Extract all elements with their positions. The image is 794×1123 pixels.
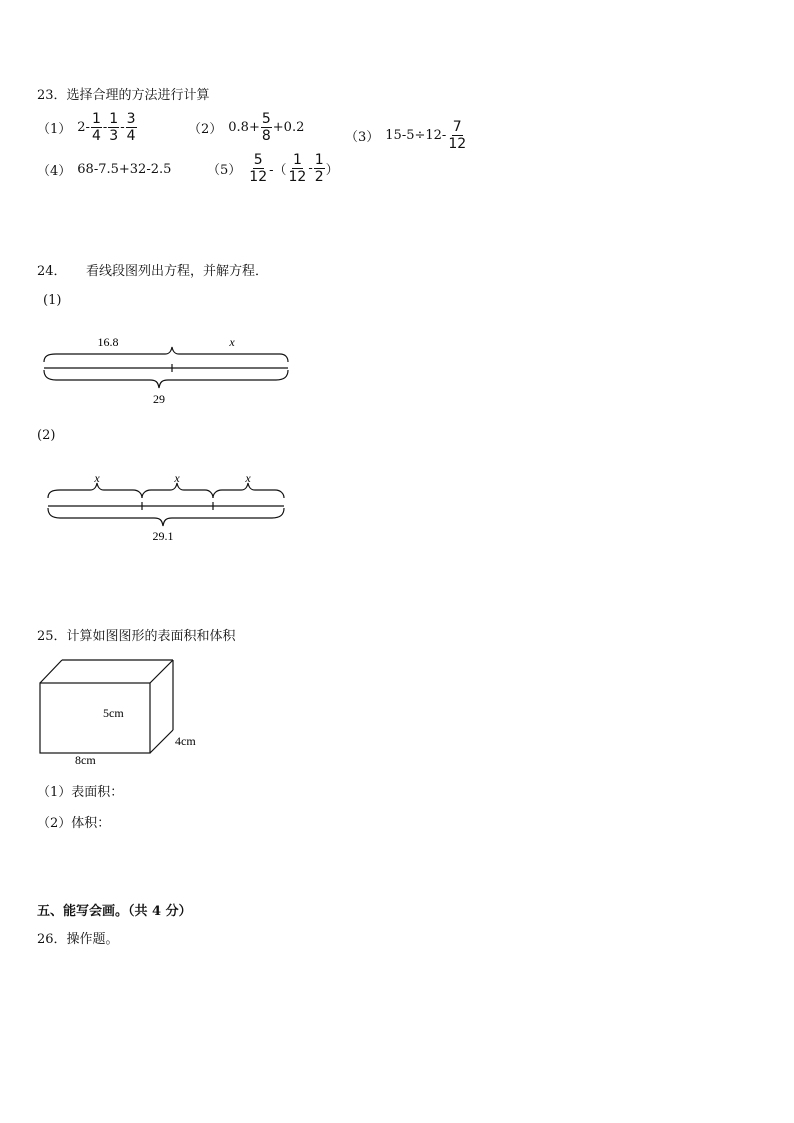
expression-text: 0.8+: [228, 120, 260, 135]
q26-title: 26．操作题。: [37, 932, 119, 947]
label-x-3: x: [245, 471, 251, 485]
fraction: $\frac{1}{3}$: [109, 111, 119, 144]
bottom-brace: [48, 508, 284, 526]
q23-item-5: [207, 153, 339, 184]
expression-text: 2-: [77, 120, 90, 135]
fraction: $\frac{1}{12}$: [288, 152, 307, 185]
q23-title: 23．选择合理的方法进行计算: [37, 88, 210, 103]
depth-label: 4cm: [175, 734, 196, 748]
item-label: （5）: [207, 163, 242, 178]
label-x-2: x: [174, 471, 180, 485]
cuboid-edge-top-left: [40, 660, 62, 683]
height-label: 5cm: [103, 706, 124, 720]
expression-text: 68-7.5+32-2.5: [77, 162, 172, 177]
fraction: $\frac{1}{4}$: [91, 111, 101, 144]
fraction: $\frac{5}{8}$: [261, 111, 271, 144]
fraction: $\frac{7}{12}$: [448, 119, 467, 152]
fraction: $\frac{5}{12}$: [249, 152, 268, 185]
expression-text: -: [308, 161, 313, 176]
label-16-8: 16.8: [97, 335, 119, 349]
fraction: $\frac{3}{4}$: [126, 111, 136, 144]
item-label: （3）: [345, 130, 380, 145]
label-29-1: 29.1: [152, 529, 174, 543]
q23-item-2: [188, 112, 304, 143]
section-5-title: 五、能写会画。（共 4 分）: [37, 904, 192, 919]
length-label: 8cm: [75, 753, 96, 767]
segment-diagram-2: [38, 468, 298, 546]
cuboid-edge-top-right: [150, 660, 173, 683]
fraction: $\frac{1}{2}$: [314, 152, 324, 185]
cuboid-edge-bottom-right: [150, 730, 173, 753]
expression-text: -: [120, 120, 125, 135]
label-x: x: [229, 335, 235, 349]
expression-text: ）: [325, 163, 339, 178]
q24-part1-label: (1): [43, 293, 62, 308]
expression-text: +0.2: [272, 120, 305, 135]
top-brace-left-right: [44, 347, 288, 362]
segment-diagram-1: [30, 330, 300, 408]
top-brace-3: [213, 483, 284, 498]
q23-item-3: [345, 120, 468, 151]
expression-text: -（: [269, 163, 287, 178]
q23-item-4: [37, 160, 171, 179]
volume-label: （2）体积：: [37, 816, 111, 831]
item-label: （2）: [188, 122, 223, 137]
expression-text: 15-5÷12-: [385, 128, 447, 143]
q25-title: 25．计算如图图形的表面积和体积: [37, 629, 236, 644]
label-29: 29: [153, 392, 165, 406]
q24-title: 24． 看线段图列出方程，并解方程．: [37, 264, 269, 279]
top-brace-2: [142, 483, 213, 498]
expression-text: -: [102, 120, 108, 135]
cuboid-figure: [30, 650, 220, 770]
surface-area-label: （1）表面积：: [37, 785, 124, 800]
top-brace-1: [48, 483, 142, 498]
label-x-1: x: [94, 471, 100, 485]
cuboid-front-face: [40, 683, 150, 753]
item-label: （1）: [37, 122, 72, 137]
q23-item-1: [37, 112, 138, 143]
q24-part2-label: (2): [37, 428, 56, 443]
bottom-brace: [44, 370, 288, 388]
item-label: （4）: [37, 164, 72, 179]
